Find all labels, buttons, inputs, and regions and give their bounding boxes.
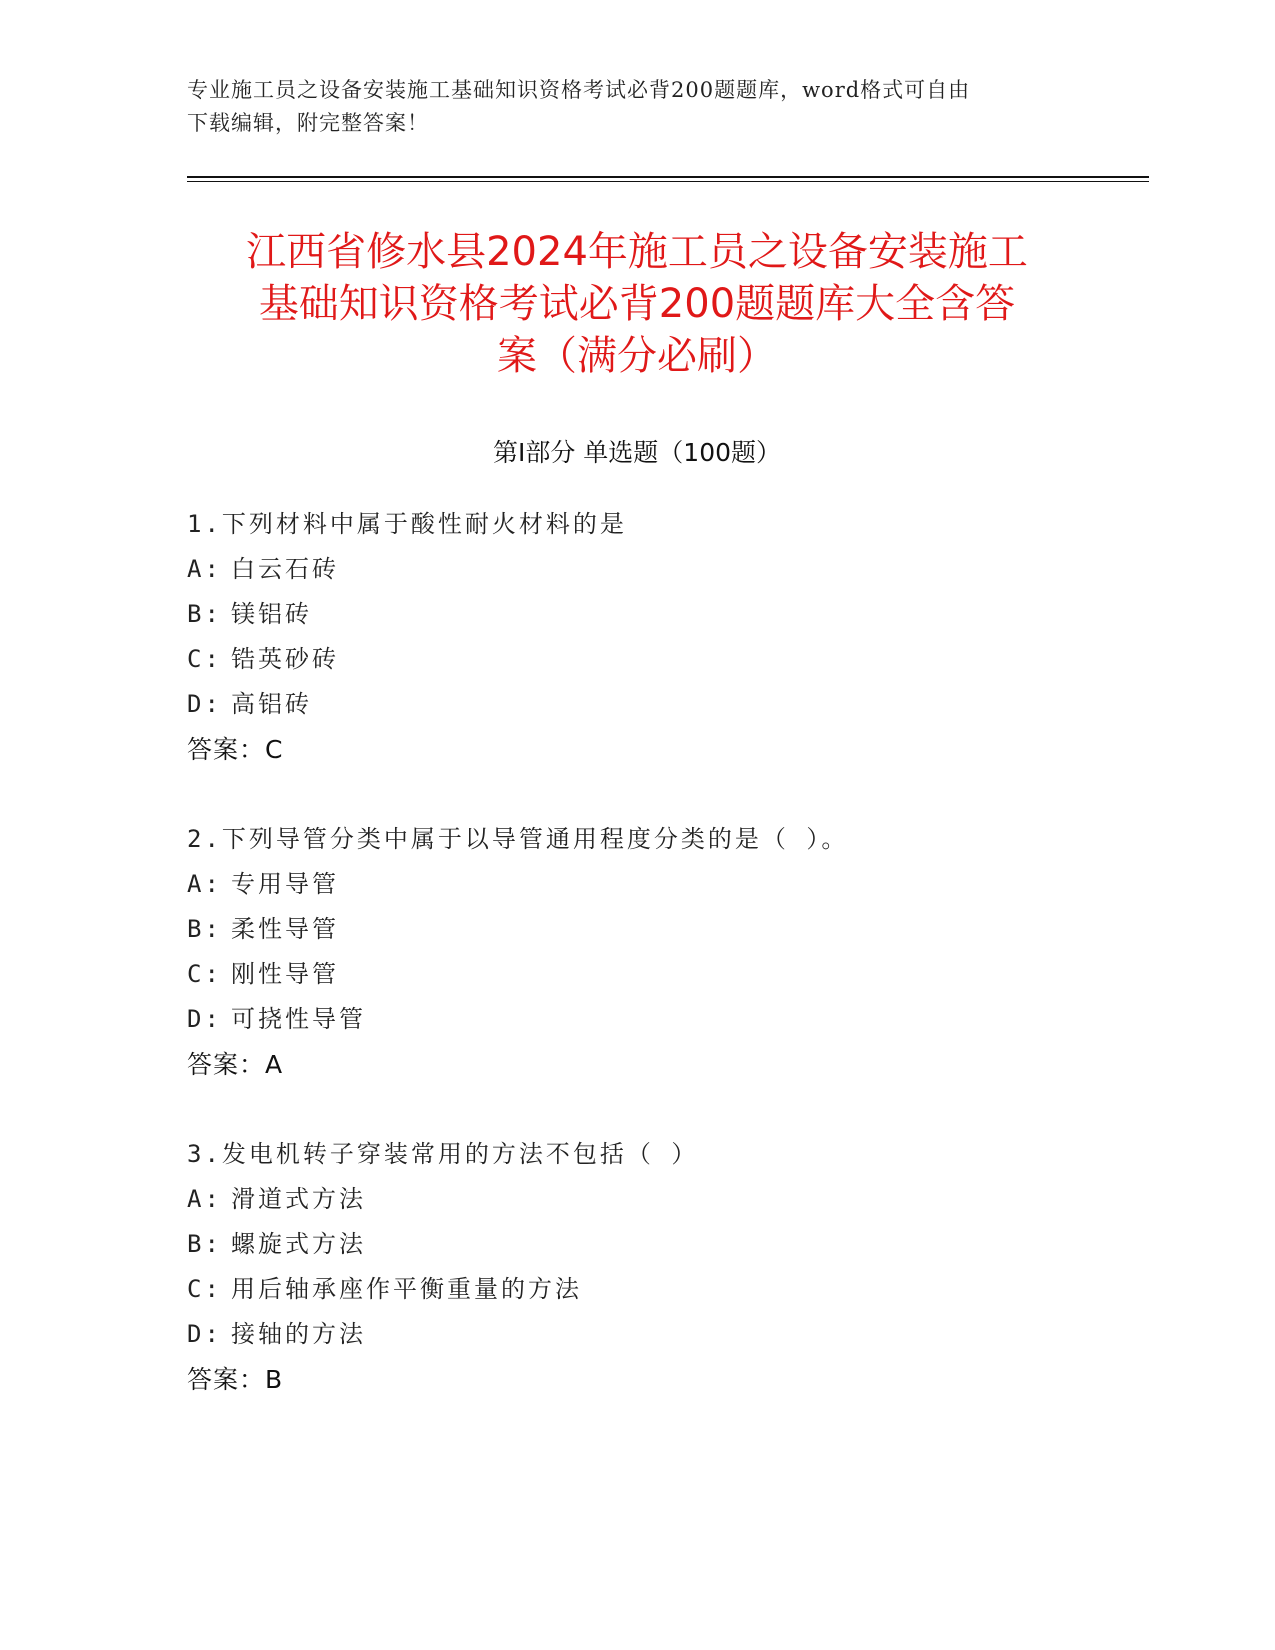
document-title-line-1: 江西省修水县2024年施工员之设备安装施工 (246, 229, 1028, 275)
question-option-b (187, 1222, 1087, 1267)
option-text: 接轴的方法 (231, 1320, 366, 1348)
question-option-a (187, 1177, 1087, 1222)
question-option-d (187, 1312, 1087, 1357)
header-note-line-2: 下载编辑，附完整答案！ (187, 111, 429, 135)
section-title: 第I部分 单选题（100题） (492, 438, 782, 467)
option-text: 白云石砖 (231, 555, 339, 583)
question-answer (187, 1042, 1087, 1087)
option-text: 可挠性导管 (231, 1005, 366, 1033)
option-letter: A: (187, 870, 222, 898)
option-text: 螺旋式方法 (231, 1230, 366, 1258)
option-text: 刚性导管 (231, 960, 339, 988)
question-option-c (187, 952, 1087, 997)
option-text: 滑道式方法 (231, 1185, 366, 1213)
answer-prefix: 答案： (187, 1365, 266, 1394)
question-2 (187, 817, 1087, 1087)
option-text: 镁铝砖 (231, 600, 312, 628)
question-stem: 2.下列导管分类中属于以导管通用程度分类的是（ ）。 (187, 825, 849, 853)
answer-value: B (265, 1365, 284, 1394)
answer-value: C (265, 735, 284, 764)
question-option-b (187, 907, 1087, 952)
option-text: 高铝砖 (231, 690, 312, 718)
document-title-line-3: 案（满分必刷） (497, 333, 777, 379)
document-title (187, 226, 1087, 382)
option-text: 用后轴承座作平衡重量的方法 (231, 1275, 582, 1303)
option-text: 柔性导管 (231, 915, 339, 943)
answer-prefix: 答案： (187, 1050, 266, 1079)
document-title-line-2: 基础知识资格考试必背200题题库大全含答 (258, 281, 1016, 327)
question-answer (187, 1357, 1087, 1402)
option-letter: C: (187, 1275, 222, 1303)
answer-prefix: 答案： (187, 735, 266, 764)
option-letter: C: (187, 960, 222, 988)
header-note-line-1: 专业施工员之设备安装施工基础知识资格考试必背200题题库，word格式可自由 (187, 78, 971, 102)
question-1 (187, 502, 1087, 772)
question-option-d (187, 682, 1087, 727)
option-letter: B: (187, 915, 222, 943)
option-text: 专用导管 (231, 870, 339, 898)
question-3 (187, 1132, 1087, 1402)
question-answer (187, 727, 1087, 772)
question-option-c (187, 637, 1087, 682)
question-option-d (187, 997, 1087, 1042)
header-divider-thin (187, 181, 1149, 182)
option-letter: D: (187, 690, 222, 718)
option-text: 锆英砂砖 (231, 645, 339, 673)
answer-value: A (265, 1050, 284, 1079)
option-letter: D: (187, 1320, 222, 1348)
option-letter: A: (187, 555, 222, 583)
question-stem: 1.下列材料中属于酸性耐火材料的是 (187, 510, 627, 538)
question-option-c (187, 1267, 1087, 1312)
option-letter: A: (187, 1185, 222, 1213)
option-letter: B: (187, 600, 222, 628)
option-letter: D: (187, 1005, 222, 1033)
option-letter: B: (187, 1230, 222, 1258)
question-stem: 3.发电机转子穿装常用的方法不包括（ ） (187, 1140, 699, 1168)
question-option-a (187, 547, 1087, 592)
header-note (187, 74, 1087, 140)
header-divider-thick (187, 176, 1149, 178)
question-option-b (187, 592, 1087, 637)
option-letter: C: (187, 645, 222, 673)
question-option-a (187, 862, 1087, 907)
